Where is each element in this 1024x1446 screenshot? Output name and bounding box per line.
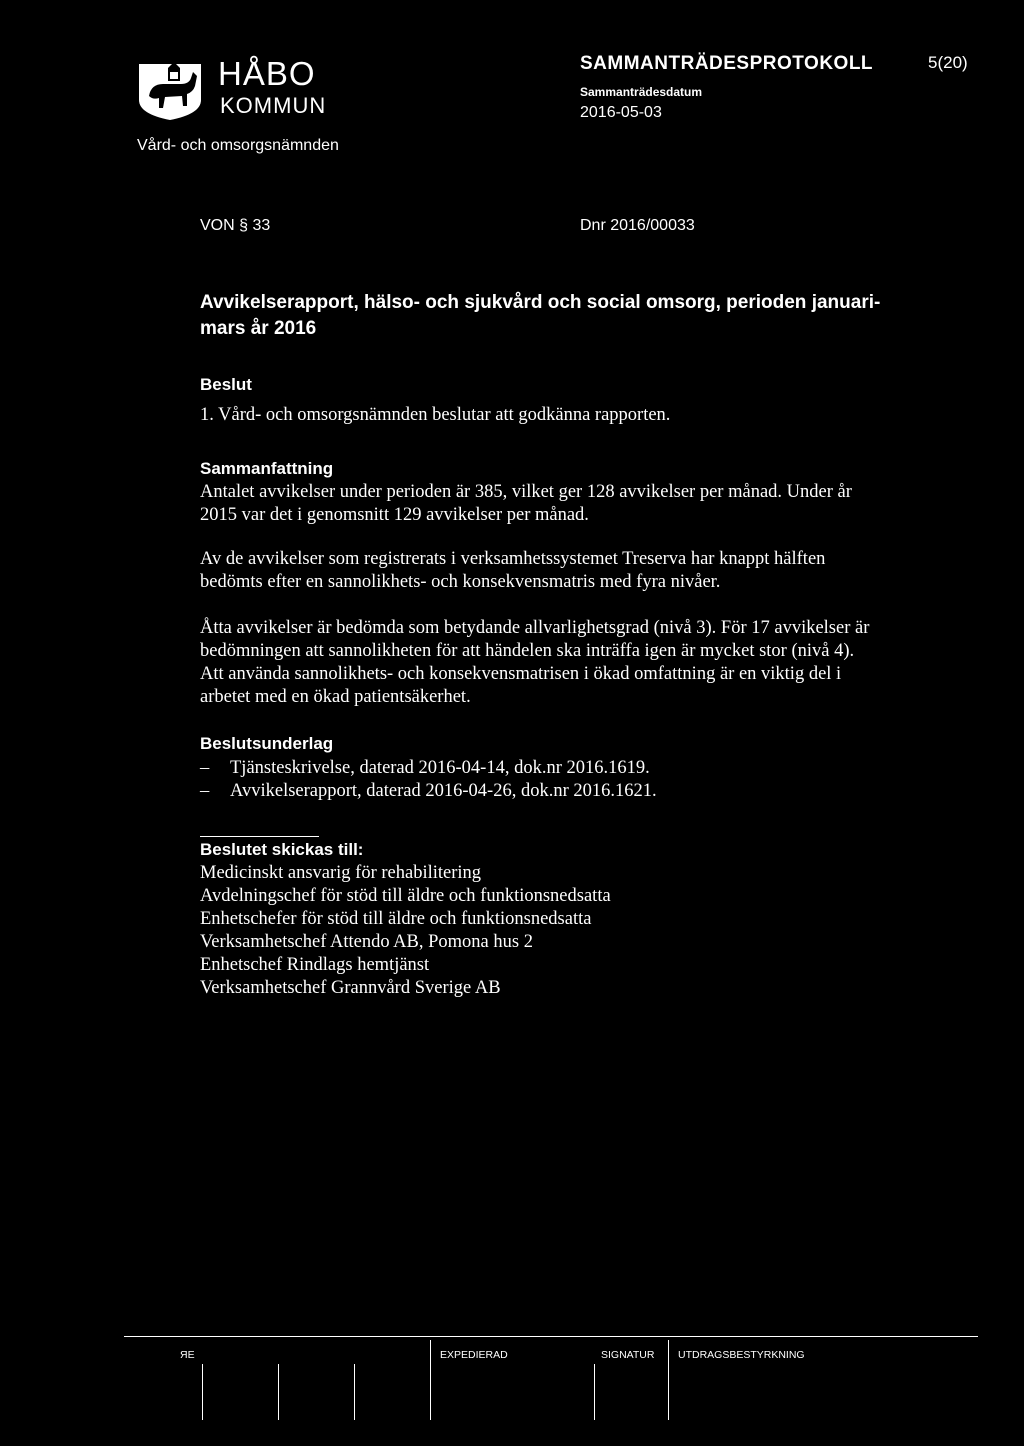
footer-label-signatur: SIGNATUR	[601, 1349, 655, 1361]
document-type: SAMMANTRÄDESPROTOKOLL	[580, 53, 874, 74]
signature-box-line	[202, 1364, 203, 1420]
footer-column-line	[668, 1340, 669, 1420]
signature-box-line	[354, 1364, 355, 1420]
municipality-name: HÅBO	[218, 55, 316, 92]
document-title: Avvikelserapport, hälso- och sjukvård och social omsorg, perioden januari-mars år 2016	[200, 292, 881, 339]
municipality-subtitle: KOMMUN	[220, 93, 327, 118]
meeting-date-value: 2016-05-03	[580, 104, 662, 121]
recipient-item: Verksamhetschef Attendo AB, Pomona hus 2	[200, 932, 533, 952]
list-item	[200, 780, 657, 803]
list-item	[200, 757, 657, 780]
recipient-item: Enhetschefer för stöd till äldre och funktionsnedsatta	[200, 909, 592, 929]
footer-label-utdragsbestyrkning: UTDRAGSBESTYRKNING	[678, 1349, 805, 1361]
recipient-item: Verksamhetschef Grannvård Sverige AB	[200, 978, 501, 998]
footer-column-line	[430, 1340, 431, 1420]
case-number: Dnr 2016/00033	[580, 217, 695, 234]
recipients-list	[200, 862, 611, 1000]
footer-label-expedierad: EXPEDIERAD	[440, 1349, 508, 1361]
list-item-text: Avvikelserapport, daterad 2016-04-26, dok.nr 2016.1621.	[230, 781, 657, 801]
signature-box-line	[278, 1364, 279, 1420]
recipient-item: Avdelningschef för stöd till äldre och funktionsnedsatta	[200, 886, 611, 906]
recipient-item: Medicinskt ansvarig för rehabilitering	[200, 863, 482, 883]
footer-column-line	[594, 1364, 595, 1420]
summary-paragraph: Antalet avvikelser under perioden är 385, vilket ger 128 avvikelser per månad. Under år 2015 var det i genomsnitt 129 avvikelser per månad.	[200, 482, 852, 525]
municipality-logo-emblem-icon	[135, 56, 207, 122]
meeting-date-label: Sammanträdesdatum	[580, 85, 703, 99]
dash-bullet: –	[200, 758, 210, 778]
decision-basis-heading: Beslutsunderlag	[200, 734, 334, 753]
decision-basis-list	[200, 757, 657, 803]
summary-paragraph: Åtta avvikelser är bedömda som betydande allvarlighetsgrad (nivå 3). För 17 avvikelser är bedömningen att sannolikheten för att händelen ska inträffa igen är mycket stor (nivå 4). Att använda sannolikhets- och konsekvensmatrisen i ökad omfattning är en viktig del i arbetet med en ökad patientsäkerhet.	[200, 618, 870, 707]
section-reference: VON § 33	[200, 217, 271, 234]
recipient-item: Enhetschef Rindlags hemtjänst	[200, 955, 430, 975]
summary-heading: Sammanfattning	[200, 459, 334, 478]
divider	[200, 836, 319, 837]
decision-heading: Beslut	[200, 375, 252, 394]
footer-label-justering: ЯE	[180, 1349, 195, 1361]
committee-name: Vård- och omsorgsnämnden	[137, 137, 339, 154]
footer-divider	[124, 1336, 978, 1337]
decision-item: 1. Vård- och omsorgsnämnden beslutar att godkänna rapporten.	[200, 405, 671, 425]
dash-bullet: –	[200, 781, 210, 801]
recipients-heading: Beslutet skickas till:	[200, 840, 364, 859]
page-number: 5(20)	[928, 53, 968, 72]
list-item-text: Tjänsteskrivelse, daterad 2016-04-14, dok.nr 2016.1619.	[230, 758, 650, 778]
summary-paragraph: Av de avvikelser som registrerats i verksamhetssystemet Treserva har knappt hälften bedömts efter en sannolikhets- och konsekvensmatris med fyra nivåer.	[200, 549, 826, 592]
